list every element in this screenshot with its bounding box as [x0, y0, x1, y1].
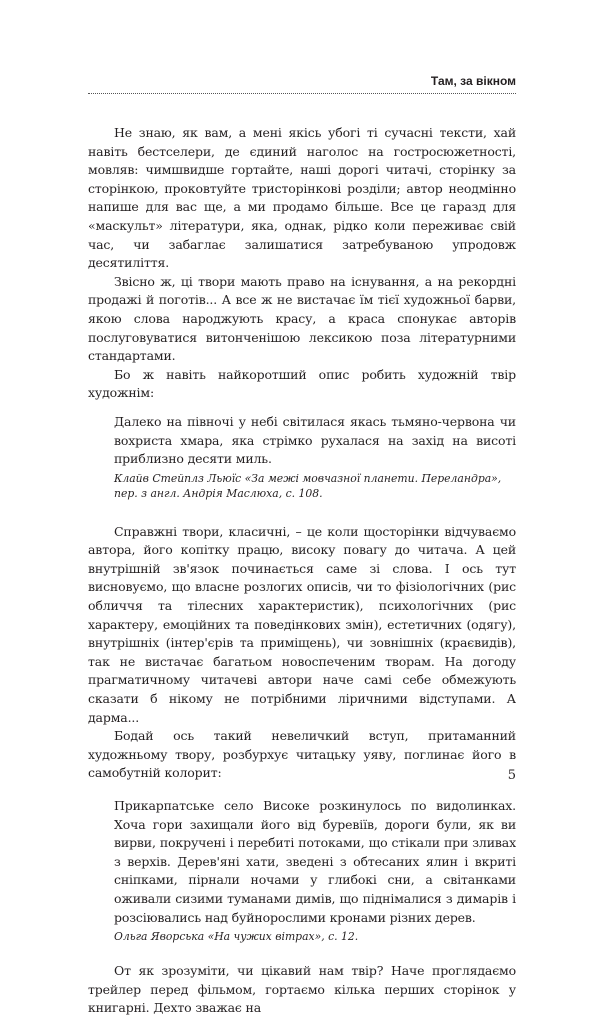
paragraph-6: От як зрозуміти, чи цікавий нам твір? Наче проглядаємо трейлер перед фільмом, гортаємо кілька перших сторінок у книгарні. Дехто зважає на — [88, 963, 516, 1016]
block-quote-2 — [114, 797, 516, 944]
quote-2-text: Прикарпатське село Високе розкинулось по видолинках. Хоча гори захищали його від буревіїв, дороги були, як ви вирви, покручені і перебиті потоками, що стікали при зливах з верхів. Дерев'яні хати, зведені з обтесаних ялин і вкриті сніпками, пірнали ночами у глибокі сни, а світанками оживали сизими туманами димів, що піднімалися з димарів і розсіювались над буйнорослими кронами різних дерев. — [114, 798, 516, 925]
quote-1-citation: Клайв Стейплз Льюїс «За межі мовчазної планети. Переландра», пер. з англ. Андрія Маслюха, с. 108. — [114, 471, 502, 500]
paragraph-4: Справжні твори, класичні, – це коли щосторінки відчуваємо автора, його копітку працю, високу повагу до читача. А цей внутрішній зв'язок починається саме зі слова. І ось тут висновуємо, що власне розлогих описів, чи то фізіологічних (рис обличчя та тілесних характеристик), психологічних (рис характеру, емоційних та поведінкових змін), естетичних (одягу), внутрішніх (інтер'єрів та приміщень), чи зовнішніх (краєвидів), так не вистачає багатьом новоспеченим творам. На догоду прагматичному читачеві автори наче самі себе обмежують сказати б нікому не потрібними ліричними відступами. А дарма... — [88, 523, 516, 725]
running-header: Там, за вікном — [430, 74, 516, 88]
quote-2-citation: Ольга Яворська «На чужих вітрах», с. 12. — [114, 930, 359, 944]
header-dotted-rule — [88, 93, 516, 94]
page-body — [88, 124, 516, 1018]
block-quote-1 — [114, 413, 516, 501]
paragraph-5: Бодай ось такий невеличкий вступ, притаманний художньому твору, розбурхує читацьку уяву, поглинає його в самобутній колорит: — [88, 728, 516, 781]
quote-1-text: Далеко на півночі у небі світилася якась тьмяно-червона чи вохриста хмара, яка стрімко рухалася на захід на висоті приблизно десяти миль. — [114, 413, 516, 467]
paragraph-3: Бо ж навіть найкоротший опис робить художній твір художнім: — [88, 366, 516, 401]
page-number: 5 — [507, 768, 516, 783]
paragraph-1: Не знаю, як вам, а мені якісь убогі ті сучасні тексти, хай навіть бестселери, де єдиний наголос на гостросюжетності, мовляв: чимшвидше гортайте, наші дорогі читачі, сторінку за сторінкою, проковтуйте тристорінкові розділи; автор неодмінно напише для вас ще, а ми продамо більше. Все це гаразд для «маскульт» літератури, яка, однак, рідко коли переживає свій час, чи забаглає залишатися затребуваною упродовж десятиліття. — [88, 125, 516, 271]
paragraph-2: Звісно ж, ці твори мають право на існування, а на рекордні продажі й поготів... А все ж не вистачає їм тієї художньої барви, якою слова народжують красу, а краса спонукає авторів послуговуватися витонченішою лексикою поза літературними стандартами. — [88, 273, 516, 364]
